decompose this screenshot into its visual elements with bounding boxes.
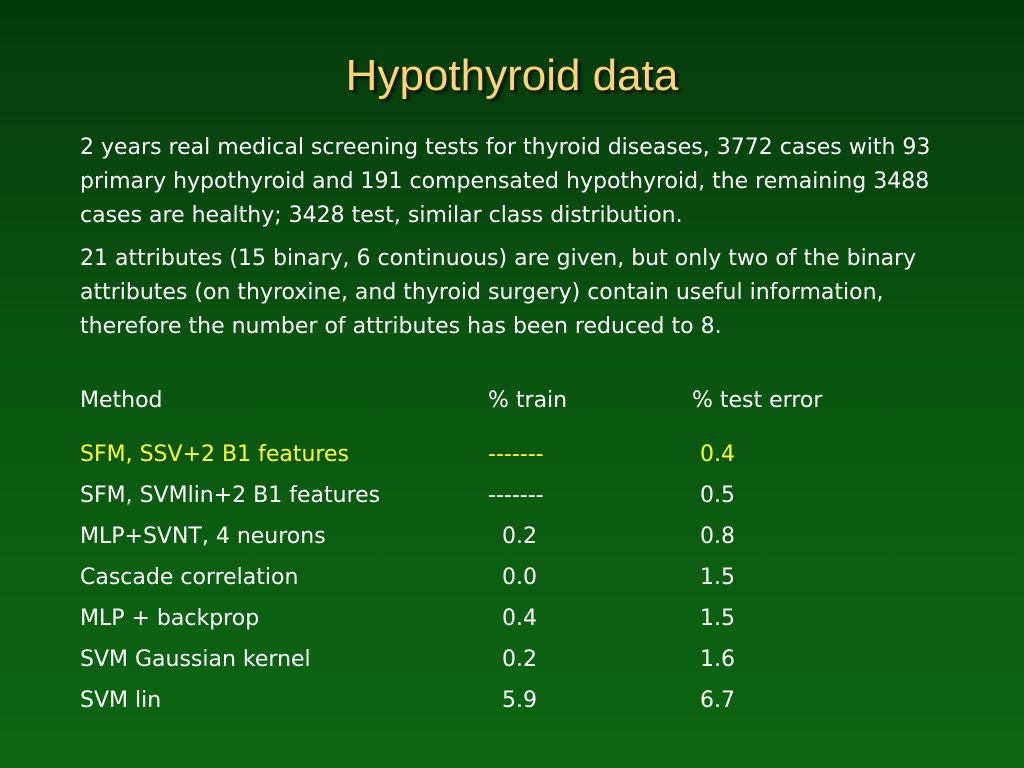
table-row <box>80 520 980 561</box>
table-row <box>80 561 980 602</box>
test-error-cell: 0.5 <box>700 483 735 508</box>
method-cell: SFM, SVMlin+2 B1 features <box>80 483 381 508</box>
method-cell: MLP + backprop <box>80 606 260 631</box>
train-cell: 0.2 <box>502 647 537 672</box>
test-error-cell: 1.6 <box>700 647 735 672</box>
header-train: % train <box>488 388 568 413</box>
method-cell: MLP+SVNT, 4 neurons <box>80 524 326 549</box>
test-error-cell: 0.8 <box>700 524 735 549</box>
train-cell: ------- <box>488 442 544 467</box>
test-error-cell: 1.5 <box>700 606 735 631</box>
description-paragraph-1: 2 years real medical screening tests for thyroid diseases, 3772 cases with 93 primary hypothyroid and 191 compensated hypothyroid, the remaining 3488 cases are healthy; 3428 test, similar class distribution. <box>80 135 931 228</box>
results-table <box>80 384 980 725</box>
table-row <box>80 479 980 520</box>
train-cell: 5.9 <box>502 688 537 713</box>
method-cell: SVM Gaussian kernel <box>80 647 311 672</box>
table-row <box>80 643 980 684</box>
table-header-row <box>80 384 980 418</box>
description-paragraph-2: 21 attributes (15 binary, 6 continuous) are given, but only two of the binary attributes (on thyroxine, and thyroid surgery) contain useful information, therefore the number of attributes has been reduced to 8. <box>80 246 917 339</box>
train-cell: 0.2 <box>502 524 537 549</box>
test-error-cell: 6.7 <box>700 688 735 713</box>
train-cell: 0.4 <box>502 606 537 631</box>
train-cell: ------- <box>488 483 544 508</box>
method-cell: Cascade correlation <box>80 565 299 590</box>
slide-title: Hypothyroid data <box>345 51 679 100</box>
header-test-error: % test error <box>692 388 823 413</box>
table-row <box>80 438 980 479</box>
table-row <box>80 684 980 725</box>
test-error-cell: 1.5 <box>700 565 735 590</box>
train-cell: 0.0 <box>502 565 537 590</box>
method-cell: SFM, SSV+2 B1 features <box>80 442 349 467</box>
method-cell: SVM lin <box>80 688 162 713</box>
header-method: Method <box>80 388 163 413</box>
test-error-cell: 0.4 <box>700 442 735 467</box>
table-row <box>80 602 980 643</box>
